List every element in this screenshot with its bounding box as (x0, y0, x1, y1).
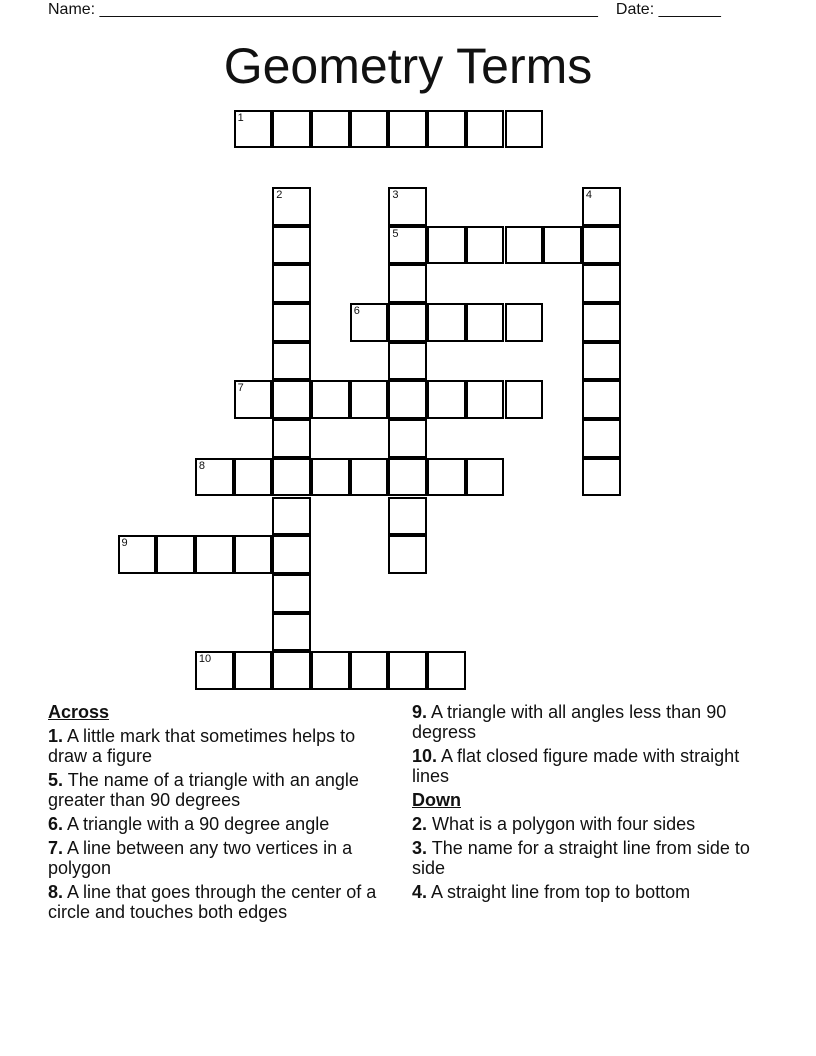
clue-text: The name of a triangle with an angle greater than 90 degrees (48, 770, 359, 810)
crossword-cell[interactable] (388, 535, 427, 574)
crossword-cell[interactable] (466, 458, 505, 497)
crossword-cell[interactable] (505, 226, 544, 265)
crossword-cell[interactable] (234, 110, 273, 149)
crossword-cell[interactable] (582, 187, 621, 226)
crossword-cell[interactable] (582, 458, 621, 497)
crossword-cell[interactable] (272, 342, 311, 381)
cell-number: 8 (198, 459, 206, 472)
crossword-cell[interactable] (195, 651, 234, 690)
crossword-cell[interactable] (427, 651, 466, 690)
down-heading: Down (412, 790, 461, 810)
crossword-cell[interactable] (466, 110, 505, 149)
clue-text: A flat closed figure made with straight lines (412, 746, 740, 786)
across-clue (412, 746, 772, 786)
crossword-cell[interactable] (505, 110, 544, 149)
crossword-cell[interactable] (272, 264, 311, 303)
clue-text: What is a polygon with four sides (432, 814, 696, 834)
clues-column-left (48, 702, 383, 926)
crossword-cell[interactable] (582, 303, 621, 342)
clue-text: A straight line from top to bottom (431, 882, 691, 902)
crossword-cell[interactable] (234, 458, 273, 497)
clue-number: 7. (48, 838, 64, 858)
crossword-cell[interactable] (388, 110, 427, 149)
crossword-cell[interactable] (388, 187, 427, 226)
crossword-cell[interactable] (388, 419, 427, 458)
clue-text: A triangle with a 90 degree angle (67, 814, 330, 834)
crossword-cell[interactable] (272, 226, 311, 265)
crossword-cell[interactable] (582, 342, 621, 381)
crossword-cell[interactable] (466, 303, 505, 342)
crossword-cell[interactable] (388, 458, 427, 497)
clue-number: 3. (412, 838, 428, 858)
crossword-cell[interactable] (427, 226, 466, 265)
crossword-cell[interactable] (388, 380, 427, 419)
clue-text: A line that goes through the center of a circle and touches both edges (48, 882, 377, 922)
cell-number: 6 (353, 305, 360, 317)
across-clue (48, 726, 383, 766)
cell-number: 3 (392, 188, 399, 201)
down-clue (412, 882, 772, 902)
crossword-cell[interactable] (234, 535, 273, 574)
crossword-cell[interactable] (543, 226, 582, 265)
crossword-cell[interactable] (272, 497, 311, 536)
crossword-cell[interactable] (272, 187, 311, 226)
crossword-cell[interactable] (505, 380, 544, 419)
crossword-cell[interactable] (311, 110, 350, 149)
crossword-cell[interactable] (388, 264, 427, 303)
crossword-cell[interactable] (466, 226, 505, 265)
cell-number: 1 (237, 111, 244, 124)
crossword-cell[interactable] (582, 380, 621, 419)
date-field-label: Date: _______ (615, 1, 721, 18)
clue-text: A triangle with all angles less than 90 degress (412, 702, 727, 742)
across-clue (48, 838, 383, 878)
crossword-cell[interactable] (156, 535, 195, 574)
cell-number: 2 (276, 188, 283, 201)
cell-number: 10 (198, 653, 212, 666)
crossword-cell[interactable] (272, 458, 311, 497)
cell-number: 7 (237, 382, 244, 395)
crossword-cell[interactable] (582, 419, 621, 458)
crossword-cell[interactable] (311, 458, 350, 497)
crossword-cell[interactable] (272, 651, 311, 690)
across-clue (48, 882, 383, 922)
cell-number: 9 (121, 537, 128, 550)
crossword-cell[interactable] (272, 380, 311, 419)
crossword-cell[interactable] (350, 651, 389, 690)
clue-text: A little mark that sometimes helps to draw a figure (48, 726, 356, 766)
clue-text: A line between any two vertices in a polygon (48, 838, 353, 878)
crossword-cell[interactable] (272, 574, 311, 613)
crossword-cell[interactable] (388, 497, 427, 536)
clue-number: 8. (48, 882, 64, 902)
crossword-cell[interactable] (195, 458, 234, 497)
crossword-cell[interactable] (195, 535, 234, 574)
across-clue (48, 770, 383, 810)
crossword-cell[interactable] (350, 110, 389, 149)
crossword-cell[interactable] (311, 380, 350, 419)
crossword-cell[interactable] (505, 303, 544, 342)
crossword-cell[interactable] (388, 303, 427, 342)
clue-number: 6. (48, 814, 64, 834)
crossword-cell[interactable] (582, 226, 621, 265)
clue-number: 5. (48, 770, 64, 790)
clue-number: 10. (412, 746, 438, 766)
crossword-cell[interactable] (582, 264, 621, 303)
clues-column-right (412, 702, 772, 906)
crossword-cell[interactable] (272, 303, 311, 342)
clue-number: 4. (412, 882, 428, 902)
clue-number: 1. (48, 726, 64, 746)
crossword-cell[interactable] (118, 535, 157, 574)
crossword-cell[interactable] (427, 303, 466, 342)
cell-number: 4 (585, 188, 593, 201)
crossword-cell[interactable] (350, 380, 389, 419)
crossword-cell[interactable] (234, 380, 273, 419)
crossword-cell[interactable] (427, 380, 466, 419)
name-field-label: Name: ________________________________________________________ (48, 1, 598, 18)
crossword-cell[interactable] (427, 458, 466, 497)
cell-number: 5 (392, 227, 399, 240)
crossword-cell[interactable] (388, 342, 427, 381)
crossword-cell[interactable] (427, 110, 466, 149)
down-clue (412, 814, 772, 834)
crossword-cell[interactable] (272, 110, 311, 149)
clue-text: The name for a straight line from side to side (412, 838, 750, 878)
crossword-cell[interactable] (234, 651, 273, 690)
across-clue (412, 702, 772, 742)
crossword-cell[interactable] (311, 651, 350, 690)
across-heading: Across (48, 702, 110, 722)
clue-number: 2. (412, 814, 428, 834)
crossword-cell[interactable] (388, 226, 427, 265)
page-title: Geometry Terms (223, 38, 593, 94)
crossword-cell[interactable] (466, 380, 505, 419)
crossword-cell[interactable] (272, 419, 311, 458)
crossword-cell[interactable] (350, 458, 389, 497)
crossword-cell[interactable] (350, 303, 389, 342)
crossword-cell[interactable] (272, 613, 311, 652)
clue-number: 9. (412, 702, 428, 722)
across-clue (48, 814, 383, 834)
down-clue (412, 838, 772, 878)
crossword-cell[interactable] (388, 651, 427, 690)
crossword-cell[interactable] (272, 535, 311, 574)
